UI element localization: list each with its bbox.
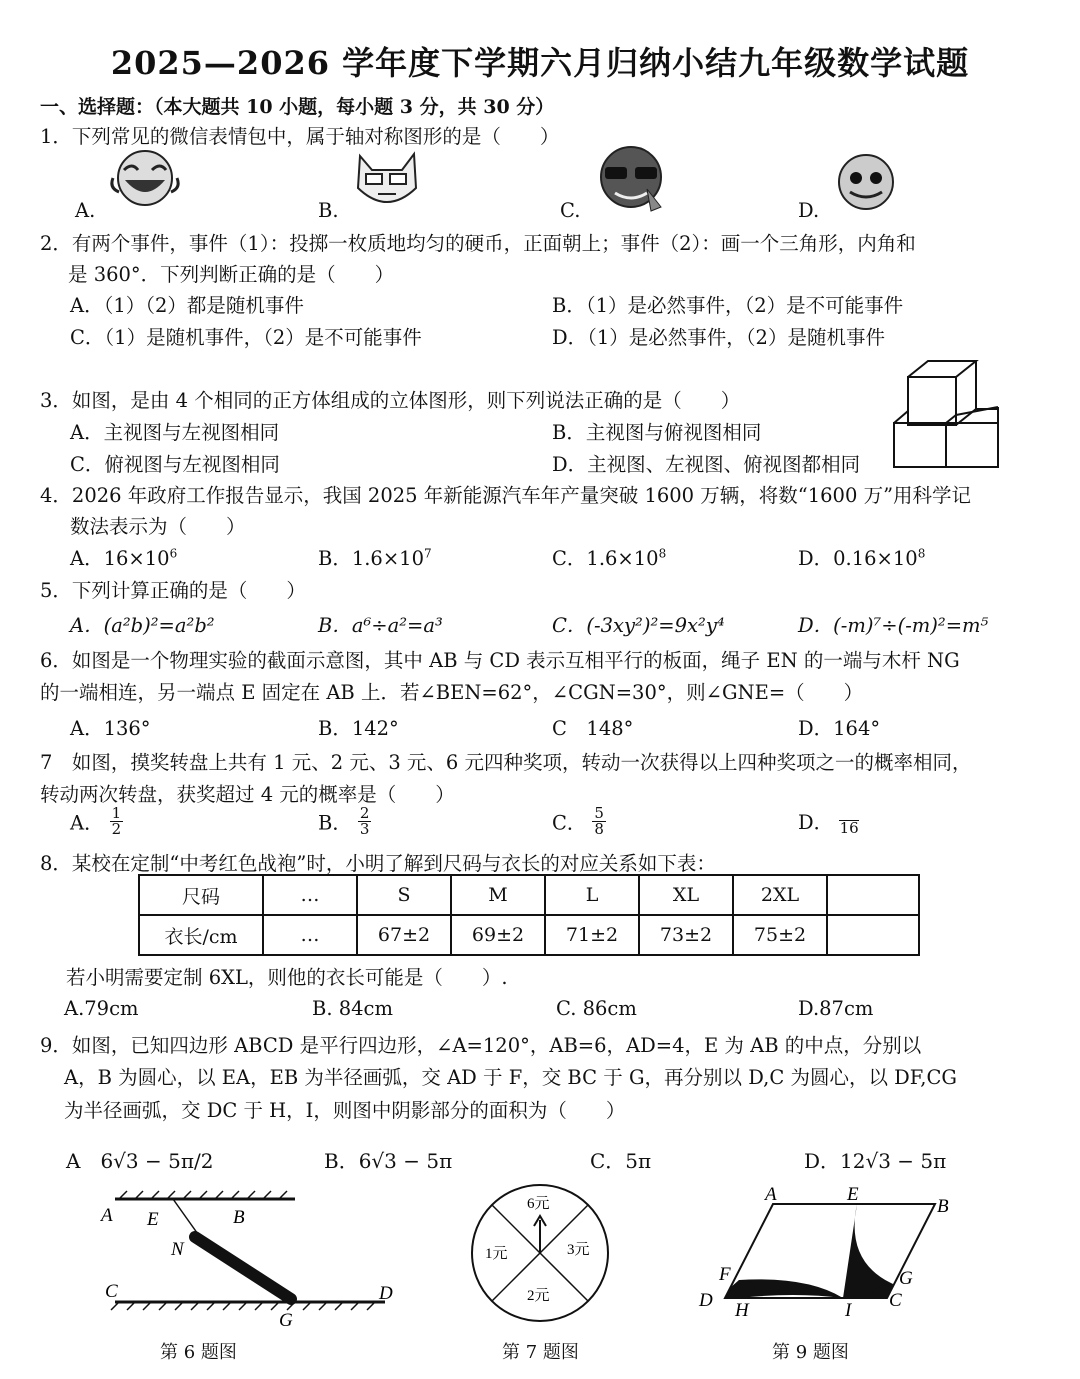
fig9-caption: 第 9 题图 [772, 1342, 849, 1363]
q5-option-c: C．(-3xy²)²=9x²y⁴ [552, 614, 725, 637]
cat-emoji-icon [350, 148, 425, 210]
q9-stem-line1: 9．如图，已知四边形 ABCD 是平行四边形，∠A=120°，AB=6，AD=4，E 为 AB 的中点，分别以 [40, 1034, 922, 1057]
size-table [138, 874, 920, 956]
q6-option-d: D．164° [798, 717, 881, 740]
q3-option-a: A．主视图与左视图相同 [70, 421, 280, 444]
table-row [139, 915, 919, 955]
q4-option-d: D．$0.16\times 10^8$ [798, 546, 926, 570]
table-cell [827, 915, 919, 955]
fig9-label-a: A [765, 1184, 777, 1205]
q1-option-c: C. [560, 199, 581, 222]
q4-option-c: C．$1.6\times 10^8$ [552, 546, 667, 570]
fig6-label-a: A [101, 1205, 113, 1226]
fig9-label-e: E [847, 1184, 859, 1205]
table-cell: 67±2 [357, 915, 451, 955]
q9-option-d: D．12√3 − 5π [804, 1149, 947, 1173]
fig6-label-e: E [147, 1209, 159, 1230]
q6-option-a: A．136° [70, 717, 151, 740]
q3-cube-figure [890, 355, 1010, 475]
q4-stem-line1: 4．2026 年政府工作报告显示，我国 2025 年新能源汽车年产量突破 1600 万辆，将数“1600 万”用科学记 [40, 484, 972, 507]
table-cell: S [357, 875, 451, 915]
fig9-label-b: B [937, 1196, 949, 1217]
q9-stem-line2: A，B 为圆心，以 EA，EB 为半径画弧，交 AD 于 F，交 BC 于 G，再分别以 D,C 为圆心，以 DF,CG [64, 1066, 957, 1089]
table-cell: 衣长/cm [139, 915, 263, 955]
q9-option-b: B．6√3 − 5π [324, 1149, 453, 1173]
table-cell: L [545, 875, 639, 915]
laughing-emoji-icon [108, 148, 183, 208]
fig6-label-c: C [105, 1281, 118, 1302]
smile-emoji-icon [832, 152, 902, 212]
figure-9 [695, 1182, 965, 1322]
q4-option-a: A．$16\times 10^6$ [70, 546, 178, 570]
q2-option-b: B．（1）是必然事件，（2）是不可能事件 [552, 294, 904, 317]
q4-stem-line2: 数法表示为（ ） [70, 515, 246, 538]
q6-stem-line2: 的一端相连，另一端点 E 固定在 AB 上．若∠BEN=62°，∠CGN=30°，则∠GNE=（ ） [40, 681, 864, 704]
sunglasses-emoji-icon [595, 145, 670, 213]
fig9-label-c: C [889, 1290, 902, 1311]
spinner-sector-3: 3元 [567, 1242, 590, 1258]
fig6-label-d: D [379, 1283, 393, 1304]
q4-option-b: B．$1.6\times 10^7$ [318, 546, 432, 570]
table-row [139, 875, 919, 915]
page-title: 2025—2026 学年度下学期六月归纳小结九年级数学试题 [110, 44, 970, 82]
q2-option-d: D．（1）是必然事件，（2）是随机事件 [552, 326, 885, 349]
q2-option-a: A．（1）（2）都是随机事件 [70, 294, 304, 317]
q3-option-d: D．主视图、左视图、俯视图都相同 [552, 453, 861, 476]
q1-option-b: B. [318, 199, 339, 222]
section-heading: 一、选择题：（本大题共 10 小题，每小题 3 分，共 30 分） [40, 96, 555, 118]
fig9-label-f: F [719, 1264, 731, 1285]
fig7-caption: 第 7 题图 [502, 1342, 579, 1363]
q9-stem-line3: 为半径画弧，交 DC 于 H，I，则图中阴影部分的面积为（ ） [64, 1099, 626, 1122]
fig6-label-n: N [171, 1239, 184, 1260]
fig6-label-b: B [233, 1207, 245, 1228]
fig9-label-g: G [899, 1268, 913, 1289]
q3-option-c: C．俯视图与左视图相同 [70, 453, 280, 476]
q3-stem: 3．如图，是由 4 个相同的正方体组成的立体图形，则下列说法正确的是（ ） [40, 389, 741, 412]
table-cell: … [263, 915, 357, 955]
q1-option-a: A. [75, 199, 96, 222]
q7-option-b: B． $\frac{2}{3}$ [318, 804, 370, 838]
q8-option-a: A.79cm [64, 997, 139, 1020]
q2-option-c: C．（1）是随机事件，（2）是不可能事件 [70, 326, 422, 349]
table-cell: 2XL [733, 875, 827, 915]
fig9-label-d: D [699, 1290, 713, 1311]
q3-option-b: B．主视图与俯视图相同 [552, 421, 762, 444]
fig9-label-h: H [735, 1300, 749, 1321]
q7-stem-line1: 7 如图，摸奖转盘上共有 1 元、2 元、3 元、6 元四种奖项，转动一次获得以上四种奖项之一的概率相同， [40, 751, 972, 774]
q6-option-c: C 148° [552, 717, 634, 740]
spinner-sector-2: 2元 [527, 1288, 550, 1304]
fig9-label-i: I [845, 1300, 852, 1321]
table-cell [827, 875, 919, 915]
q1-stem: 1．下列常见的微信表情包中，属于轴对称图形的是（ ） [40, 125, 560, 148]
q8-stem: 8．某校在定制“中考红色战袍”时，小明了解到尺码与衣长的对应关系如下表： [40, 852, 716, 875]
q8-option-d: D.87cm [798, 997, 874, 1020]
q2-stem-line1: 2．有两个事件，事件（1）：投掷一枚质地均匀的硬币，正面朝上；事件（2）：画一个三角形，内角和 [40, 232, 916, 255]
table-cell: 69±2 [451, 915, 545, 955]
q8-option-b: B. 84cm [312, 997, 393, 1020]
q8-option-c: C. 86cm [556, 997, 637, 1020]
q7-option-a: A． $\frac{1}{2}$ [70, 804, 122, 838]
q9-option-c: C．5π [590, 1149, 652, 1173]
q6-stem-line1: 6．如图是一个物理实验的截面示意图，其中 AB 与 CD 表示互相平行的板面，绳子 EN 的一端与木杆 NG [40, 649, 960, 672]
spinner-sector-1: 1元 [485, 1246, 508, 1262]
table-cell: XL [639, 875, 733, 915]
table-cell: 尺码 [139, 875, 263, 915]
table-cell: 73±2 [639, 915, 733, 955]
fig6-label-g: G [279, 1310, 293, 1331]
table-cell: 71±2 [545, 915, 639, 955]
fig6-caption: 第 6 题图 [160, 1342, 237, 1363]
q7-stem-line2: 转动两次转盘，获奖超过 4 元的概率是（ ） [40, 783, 455, 806]
q5-option-a: A．(a²b)²=a²b² [70, 614, 215, 637]
q5-option-b: B．a⁶÷a²=a³ [318, 614, 443, 637]
q1-option-d: D. [798, 199, 820, 222]
q7-option-d: D． 16 [798, 806, 859, 836]
table-cell: 75±2 [733, 915, 827, 955]
table-cell: … [263, 875, 357, 915]
q6-option-b: B．142° [318, 717, 399, 740]
q9-option-a: A 6√3 − 5π/2 [66, 1149, 214, 1173]
figure-7-spinner [465, 1180, 615, 1330]
q7-option-c: C． $\frac{5}{8}$ [552, 804, 604, 838]
q5-option-d: D．(-m)⁷÷(-m)²=m⁵ [798, 614, 989, 637]
spinner-sector-6: 6元 [527, 1196, 550, 1212]
q8-question: 若小明需要定制 6XL，则他的衣长可能是（ ）. [66, 966, 508, 989]
figure-6 [95, 1185, 415, 1335]
q2-stem-line2: 是 360°．下列判断正确的是（ ） [68, 263, 395, 286]
q5-stem: 5．下列计算正确的是（ ） [40, 579, 306, 602]
table-cell: M [451, 875, 545, 915]
